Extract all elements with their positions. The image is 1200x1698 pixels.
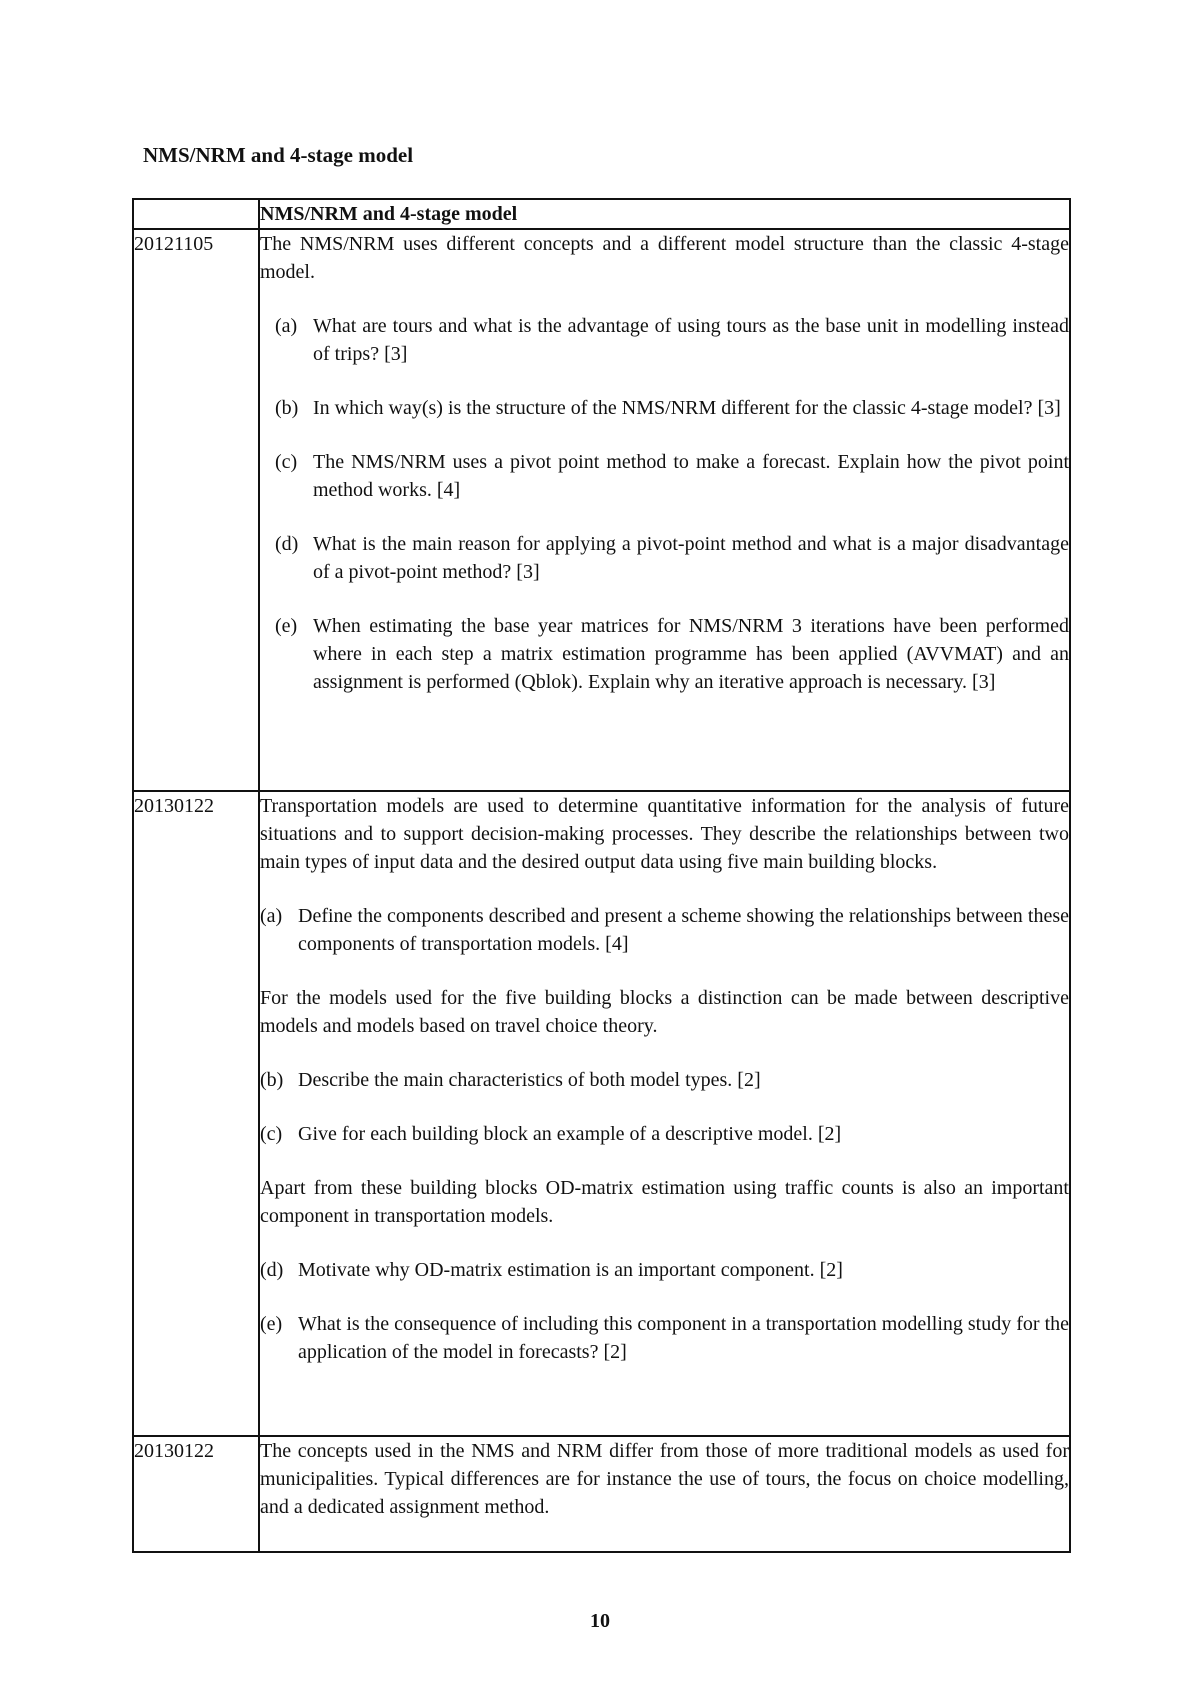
question-intro: The concepts used in the NMS and NRM differ from those of more traditional models as used for municipalities. Typical differences are for instance the use of tours, the focus on choice modelling, and a dedicated assignment method. — [260, 1440, 1069, 1518]
sub-question-label: (b) — [260, 1069, 284, 1091]
sub-question-label: (c) — [275, 451, 298, 473]
sub-question — [275, 530, 1069, 586]
sub-question-text: What are tours and what is the advantage of using tours as the base unit in modelling instead of trips? [3] — [313, 315, 1069, 365]
sub-question-label: (c) — [260, 1123, 283, 1145]
question-paragraph: For the models used for the five building blocks a distinction can be made between descriptive models and models based on travel choice theory. — [260, 987, 1069, 1037]
sub-question-label: (e) — [260, 1313, 283, 1335]
table-header-row — [133, 199, 1070, 229]
question-paragraph: Apart from these building blocks OD-matrix estimation using traffic counts is also an important component in transportation models. — [260, 1177, 1069, 1227]
sub-question — [275, 612, 1069, 696]
sub-question — [260, 1066, 1069, 1094]
sub-question-label: (a) — [260, 905, 283, 927]
sub-question-text: The NMS/NRM uses a pivot point method to make a forecast. Explain how the pivot point method works. [4] — [313, 451, 1069, 501]
sub-question-label: (d) — [275, 533, 299, 555]
header-empty-cell — [133, 199, 259, 229]
question-cell — [259, 229, 1070, 791]
table-row — [133, 1436, 1070, 1552]
sub-question-label: (b) — [275, 397, 299, 419]
sub-question-text: In which way(s) is the structure of the NMS/NRM different for the classic 4-stage model? [3] — [313, 397, 1061, 419]
question-intro: The NMS/NRM uses different concepts and a different model structure than the classic 4-stage model. — [260, 233, 1069, 283]
sub-question — [275, 312, 1069, 368]
header-title-cell: NMS/NRM and 4-stage model — [259, 199, 1070, 229]
table-row — [133, 229, 1070, 791]
question-intro: Transportation models are used to determine quantitative information for the analysis of future situations and to support decision-making processes. They describe the relationships between two main types of input data and the desired output data using five main building blocks. — [260, 795, 1069, 873]
sub-question-text: Describe the main characteristics of both model types. [2] — [298, 1069, 761, 1091]
exam-date-cell: 20130122 — [133, 1436, 259, 1552]
question-cell — [259, 1436, 1070, 1552]
table-row — [133, 791, 1070, 1436]
page-heading: NMS/NRM and 4-stage model — [143, 143, 414, 167]
sub-question-text: What is the main reason for applying a pivot-point method and what is a major disadvantage of a pivot-point method? [3] — [313, 533, 1069, 583]
sub-question — [275, 448, 1069, 504]
sub-question — [275, 394, 1069, 422]
exam-questions-table — [132, 198, 1071, 1553]
sub-question — [260, 902, 1069, 958]
sub-question-label: (d) — [260, 1259, 284, 1281]
exam-date-cell: 20130122 — [133, 791, 259, 1436]
page-number: 10 — [590, 1610, 610, 1632]
exam-date-cell: 20121105 — [133, 229, 259, 791]
sub-question-text: When estimating the base year matrices for NMS/NRM 3 iterations have been performed where in each step a matrix estimation programme has been applied (AVVMAT) and an assignment is performed (Qblok). Explain why an iterative approach is necessary. [3] — [313, 615, 1069, 693]
sub-question-text: What is the consequence of including this component in a transportation modelling study for the application of the model in forecasts? [2] — [298, 1313, 1069, 1363]
sub-question-label: (a) — [275, 315, 298, 337]
question-cell — [259, 791, 1070, 1436]
sub-question-text: Define the components described and present a scheme showing the relationships between these components of transportation models. [4] — [298, 905, 1069, 955]
sub-question-label: (e) — [275, 615, 298, 637]
sub-question — [260, 1120, 1069, 1148]
sub-question-text: Motivate why OD-matrix estimation is an important component. [2] — [298, 1259, 843, 1281]
sub-question — [260, 1310, 1069, 1366]
sub-question — [260, 1256, 1069, 1284]
sub-question-text: Give for each building block an example of a descriptive model. [2] — [298, 1123, 842, 1145]
